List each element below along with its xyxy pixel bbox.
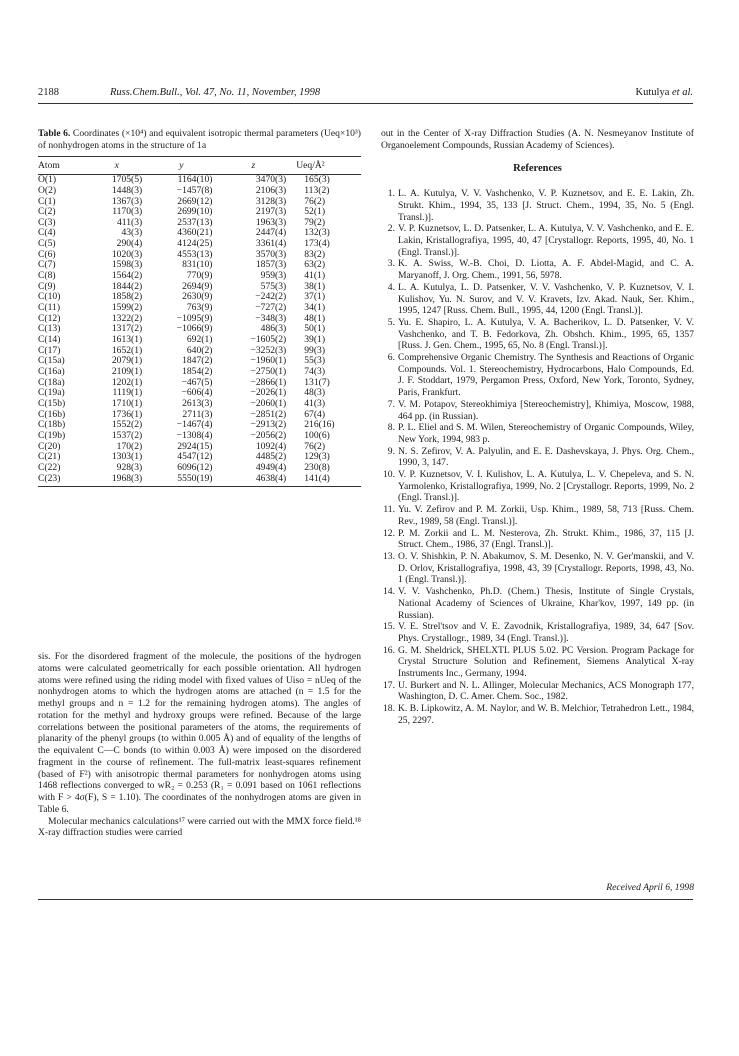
reference-text: Comprehensive Organic Chemistry. The Synthesis and Reactions of Organic Compounds. Vol. 1. Stereochemistry, Hydrocarbons, Halo Compounds, Ed. J. F. Stoddart, 1979, Pergamon Press, Oxford, New York, Toronto, Sydney, Paris, Frankfurt. [398,352,694,399]
reference-item [381,551,694,586]
cell-z: −1960(1) [250,355,287,367]
table-caption-text: Coordinates (×10⁴) and equivalent isotropic thermal parameters (Ueq×10³) of nonhydrogen atoms in the structure of 1a [38,128,361,151]
reference-number: 2. [387,223,395,235]
reference-number: 13. [383,550,395,562]
cell-z: −2913(2) [250,419,287,431]
reference-number: 17. [383,679,395,691]
table-row [38,463,361,474]
cell-ueq: 50(1) [304,323,326,335]
cell-x: 1613(1) [111,334,143,346]
cell-atom: C(12) [38,312,61,324]
cell-ueq: 79(2) [304,216,326,228]
reference-item [381,399,694,422]
cell-z: −1605(2) [250,334,287,346]
cell-y: 2711(3) [182,408,213,420]
cell-ueq: 173(4) [304,238,330,250]
cell-x: 928(3) [116,461,143,473]
reference-number: 18. [383,703,395,715]
reference-text: G. M. Sheldrick, SHELXTL PLUS 5.02. PC Version. Program Package for Crystal Structure Solution and Refinement, Siemens Analytical X-ray Instruments Inc., Germany, 1994. [398,644,694,680]
cell-ueq: 131(7) [304,376,330,388]
reference-number: 9. [387,445,395,457]
cell-ueq: 41(3) [304,397,326,409]
cell-x: 1322(2) [111,312,143,324]
col-header-z: z [216,157,290,175]
cell-z: 1857(3) [255,259,287,271]
cell-y: 4360(21) [177,227,213,239]
cell-z: −242(2) [255,291,287,303]
col-header-y: y [146,157,216,175]
reference-text: K. A. Swiss, W.-B. Choi, D. Liotta, A. F. Abdel-Magid, and C. A. Maryanoff, J. Org. Chem., 1991, 56, 5978. [398,258,694,282]
cell-y: 2699(10) [177,206,213,218]
paragraph-continuation: out in the Center of X-ray Diffraction Studies (A. N. Nesmeyanov Institute of Organoelement Compounds, Russian Academy of Sciences). [381,128,694,151]
cell-y: 2669(12) [177,195,213,207]
reference-number: 5. [387,316,395,328]
reference-item [381,422,694,445]
cell-y: 2924(15) [177,440,213,452]
cell-z: 3570(3) [255,248,287,260]
reference-text: L. A. Kutulya, L. D. Patsenker, V. V. Vashchenko, V. P. Kuznetsov, V. I. Kulishov, Yu. N. Surov, and V. V. Kravets, Izv. Akad. Nauk, Ser. Khim., 1995, 1247 [Russ. Chem. Bull., 1995, 44, 1200 (Engl. Transl.)]. [398,281,694,317]
table-row [38,186,361,197]
reference-item [381,188,694,223]
reference-text: V. P. Kuznetsov, V. I. Kulishov, L. A. Kutulya, L. V. Chepeleva, and S. N. Yarmolenko, Kristallografiya, 1999, No. 2 [Crystallogr. Reports, 1999, No. 2 (Engl. Transl.)]. [398,469,694,504]
cell-y: −1095(9) [176,312,213,324]
cell-z: −2851(2) [250,408,287,420]
cell-y: 1847(2) [182,355,213,367]
cell-y: −1308(4) [176,429,213,441]
cell-ueq: 48(3) [304,387,326,399]
reference-text: V. E. Strel'tsov and V. E. Zavodnik, Kristallografiya, 1989, 34, 647 [Sov. Phys. Crystallogr., 1989, 34 (Engl. Transl.)]. [398,621,694,644]
running-header [38,87,693,104]
reference-number: 1. [387,188,395,200]
reference-item [381,258,694,281]
page-number: 2188 [38,87,59,98]
cell-y: 692(1) [186,334,213,346]
cell-ueq: 67(4) [304,408,326,420]
cell-ueq: 39(1) [304,334,326,346]
cell-ueq: 63(2) [304,259,326,271]
cell-x: 1705(5) [111,174,143,186]
cell-z: 2106(3) [255,184,287,196]
cell-atom: C(4) [38,227,56,239]
cell-x: 1119(1) [112,387,143,399]
cell-x: 1448(3) [111,184,143,196]
reference-text: U. Burkert and N. L. Allinger, Molecular Mechanics, ACS Monograph 177, Washington, D. C. Amer. Chem. Soc., 1982. [398,679,694,703]
cell-y: 2694(9) [182,280,213,292]
reference-text: P. M. Zorkii and L. M. Nesterova, Zh. Strukt. Khim., 1986, 37, 115 [J. Struct. Chem., 1986, 37 (Engl. Transl.)]. [398,527,694,551]
cell-x: 1858(2) [111,291,143,303]
cell-x: 1599(2) [111,302,143,314]
cell-z: 3128(3) [255,195,287,207]
cell-atom: O(1) [38,174,57,186]
cell-y: −467(5) [181,376,213,388]
cell-x: 1552(2) [111,419,143,431]
cell-atom: C(3) [38,216,56,228]
reference-text: N. S. Zefirov, V. A. Palyulin, and E. E. Dashevskaya, J. Phys. Org. Chem., 1990, 3, 147. [398,445,694,469]
cell-z: −2026(1) [250,387,287,399]
reference-item [381,703,694,726]
cell-y: 2537(13) [177,216,213,228]
cell-x: 43(3) [121,227,143,239]
cell-ueq: 165(3) [304,174,330,186]
cell-y: −1066(9) [176,323,213,335]
reference-number: 15. [383,621,395,633]
cell-y: 1854(2) [182,366,213,377]
reference-number: 4. [387,281,395,293]
cell-atom: C(7) [38,259,56,271]
cell-ueq: 113(2) [304,184,330,196]
cell-x: 1652(1) [111,344,143,356]
cell-atom: C(16b) [38,408,66,420]
reference-item [381,586,694,621]
cell-ueq: 230(8) [304,461,330,473]
reference-text: V. M. Potapov, Stereokhimiya [Stereochemistry], Khimiya, Moscow, 1988, 464 pp. (in Russian). [398,398,694,422]
reference-list [381,188,694,726]
cell-x: 1968(3) [87,474,146,487]
cell-ueq: 132(3) [304,227,330,239]
cell-atom: C(16a) [38,366,65,377]
cell-y: 4553(13) [177,248,213,260]
reference-item [381,317,694,352]
col-header-x: x [87,157,146,175]
cell-ueq: 216(16) [304,419,335,431]
cell-x: 290(4) [116,238,143,250]
reference-text: K. B. Lipkowitz, A. M. Naylor, and W. B. Melchior, Tetrahedron Lett., 1984, 25, 2297. [398,703,694,726]
reference-number: 8. [387,422,395,434]
cell-z: −727(2) [255,302,287,314]
cell-atom: C(20) [38,440,61,452]
reference-number: 14. [383,586,395,598]
cell-z: 575(3) [260,280,287,292]
cell-ueq: 100(6) [304,429,330,441]
reference-text: V. P. Kuznetsov, L. D. Patsenker, L. A. Kutulya, V. V. Vashchenko, and E. E. Lakin, Kristallografiya, 1995, 40, 47 [Crystallogr. Reports, 1995, 40, No. 1 (Engl. Transl.)]. [398,223,694,258]
reference-number: 12. [383,527,395,539]
cell-ueq: 37(1) [304,291,326,303]
cell-y: 640(2) [186,344,213,356]
reference-number: 16. [383,644,395,656]
table-row [38,474,361,487]
cell-z: 3361(4) [255,238,287,250]
running-author: Kutulya et al. [635,87,693,98]
cell-ueq: 129(3) [304,451,330,463]
cell-x: 2079(1) [111,355,143,367]
reference-number: 6. [387,352,395,364]
cell-x: 1736(1) [111,408,143,420]
cell-y: 770(9) [186,270,213,282]
cell-x: 1303(1) [111,451,143,463]
cell-x: 2109(1) [111,366,143,377]
reference-text: Yu. V. Zefirov and P. M. Zorkii, Usp. Khim., 1989, 58, 713 [Russ. Chem. Rev., 1989, 58 (Engl. Transl.)]. [398,504,694,527]
cell-z: −2060(1) [250,397,287,409]
cell-ueq: 83(2) [304,248,326,260]
cell-atom: C(22) [38,461,61,473]
cell-atom: O(2) [38,184,57,196]
cell-x: 1844(2) [111,280,143,292]
references-heading: References [513,163,562,175]
cell-atom: C(23) [38,474,87,487]
cell-ueq: 74(3) [304,366,326,377]
cell-x: 1710(1) [111,397,143,409]
reference-item [381,528,694,551]
table-row [38,431,361,442]
cell-y: 4547(12) [177,451,213,463]
paragraph: Molecular mechanics calculations¹⁷ were carried out with the MMX force field.¹⁸ X-ray diffraction studies were carried [38,815,361,839]
reference-item [381,282,694,317]
journal-citation: Russ.Chem.Bull., Vol. 47, No. 11, November, 1998 [110,87,321,98]
cell-ueq: 141(4) [290,474,361,487]
cell-z: 486(3) [260,323,287,335]
cell-x: 1598(3) [111,259,143,271]
reference-item [381,645,694,680]
cell-z: 2447(4) [255,227,287,239]
methods-text [38,651,361,839]
cell-z: −348(3) [255,312,287,324]
cell-ueq: 48(1) [304,312,326,324]
footer-rule [38,899,693,900]
cell-atom: C(14) [38,334,61,346]
table-header-row [38,157,361,175]
cell-x: 1202(1) [111,376,143,388]
reference-item [381,223,694,258]
cell-x: 1317(2) [111,323,143,335]
cell-atom: C(1) [38,195,56,207]
cell-atom: C(15b) [38,397,66,409]
cell-z: 4949(4) [255,461,287,473]
cell-y: 4124(25) [177,238,213,250]
cell-ueq: 76(2) [304,440,326,452]
table-caption-label: Table 6. [38,128,71,139]
cell-y: 5550(19) [146,474,216,487]
cell-z: 4638(4) [216,474,290,487]
cell-x: 1367(3) [111,195,143,207]
cell-y: 2613(3) [182,397,213,409]
reference-item [381,352,694,399]
reference-item [381,621,694,644]
cell-z: −3252(3) [250,344,287,356]
cell-ueq: 52(1) [304,206,326,218]
cell-z: 4485(2) [255,451,287,463]
cell-atom: C(8) [38,270,56,282]
cell-y: 1164(10) [177,174,213,186]
cell-ueq: 41(1) [304,270,326,282]
cell-ueq: 55(3) [304,355,326,367]
cell-x: 170(2) [116,440,143,452]
cell-y: −606(4) [181,387,213,399]
cell-y: −1457(8) [176,184,213,196]
reference-item [381,446,694,469]
cell-atom: C(13) [38,323,61,335]
cell-atom: C(19b) [38,429,66,441]
coordinates-table [38,156,361,487]
cell-y: 6096(12) [177,461,213,473]
table-caption [38,128,361,151]
reference-item [381,504,694,527]
cell-z: 1963(3) [255,216,287,228]
reference-text: L. A. Kutulya, V. V. Vashchenko, V. P. Kuznetsov, and E. E. Lakin, Zh. Strukt. Khim., 1994, 35, 133 [J. Struct. Chem., 1994, 35, No. 5 (Engl. Transl.)]. [398,188,694,223]
cell-y: 2630(9) [182,291,213,303]
reference-number: 11. [383,504,395,516]
cell-atom: C(6) [38,248,56,260]
cell-z: 3470(3) [255,174,287,186]
cell-atom: C(17) [38,344,61,356]
cell-x: 1170(3) [112,206,143,218]
cell-atom: C(19a) [38,387,65,399]
reference-number: 7. [387,398,395,410]
cell-atom: C(15a) [38,355,65,367]
cell-atom: C(5) [38,238,56,250]
cell-z: −2750(1) [250,366,287,377]
cell-z: 2197(3) [255,206,287,218]
left-column [38,128,361,487]
col-header-atom: Atom [38,157,87,175]
paragraph: sis. For the disordered fragment of the molecule, the positions of the hydrogen atoms were calculated geometrically for each possible orientation. All hydrogen atoms were refined using the riding model with fixed values of Uiso = nUeq of the nonhydrogen atoms to which the hydrogen atoms are attached (n = 1.5 for the methyl groups and n = 1.2 for the remaining hydrogen atoms). The angles of rotation for the methyl and hydroxy groups were refined. Because of the large correlations between the positional parameters of the atoms, the requirements of planarity of the phenyl groups (to within 0.005 Å) and of equality of the lengths of the equivalent C—C bonds (to within 0.003 Å) were imposed on the disordered fragment in the course of refinement. The full-matrix least-squares refinement (based of F²) with anisotropic thermal parameters for nonhydrogen atoms using 1468 reflections converged to wR₂ = 0.253 (R₁ = 0.091 based on 1061 reflections with F > 4σ(F), S = 1.10). The coordinates of the nonhydrogen atoms are given in Table 6. [38,651,361,815]
cell-ueq: 34(1) [304,302,326,314]
table-body [38,175,361,487]
cell-atom: C(11) [38,302,61,314]
cell-z: 959(3) [260,270,287,282]
cell-y: 831(10) [182,259,213,271]
cell-ueq: 99(3) [304,344,326,356]
cell-x: 1564(2) [111,270,143,282]
cell-atom: C(2) [38,206,56,218]
reference-number: 3. [387,258,395,270]
cell-x: 1537(2) [111,429,143,441]
cell-ueq: 38(1) [304,280,326,292]
right-column [381,128,694,727]
reference-text: V. V. Vashchenko, Ph.D. (Chem.) Thesis, Institute of Single Crystals, National Academy of Sciences of Ukraine, Khar'kov, 1997, 149 pp. (in Russian). [398,586,694,621]
cell-z: −2056(2) [250,429,287,441]
received-date: Received April 6, 1998 [606,882,694,893]
reference-item [381,469,694,504]
col-header-ueq: Ueq/Å² [290,157,361,175]
reference-text: O. V. Shishkin, P. N. Abakumov, S. M. Desenko, N. V. Ger'manskii, and V. D. Orlov, Kristallografiya, 1998, 43, 39 [Crystallogr. Reports, 1998, 43, No. 1 (Engl. Transl.)]. [398,550,694,586]
cell-x: 411(3) [116,216,143,228]
cell-x: 1020(3) [111,248,143,260]
cell-atom: C(18a) [38,376,65,388]
cell-atom: C(21) [38,451,61,463]
cell-ueq: 76(2) [304,195,326,207]
cell-y: 763(9) [186,302,213,314]
cell-atom: C(10) [38,291,61,303]
cell-z: −2866(1) [250,376,287,388]
reference-number: 10. [383,469,395,481]
reference-item [381,680,694,703]
reference-text: P. L. Eliel and S. M. Wilen, Stereochemistry of Organic Compounds, Wiley, New York, 1994, 983 p. [398,422,694,445]
cell-y: −1467(4) [176,419,213,431]
cell-atom: C(18b) [38,419,66,431]
cell-z: 1092(4) [255,440,287,452]
cell-atom: C(9) [38,280,56,292]
reference-text: Yu. E. Shapiro, L. A. Kutulya, V. A. Bacherikov, L. D. Patsenker, V. V. Vashchenko, and T. B. Fedorkova, Zh. Obshch. Khim., 1995, 65, 1357 [Russ. J. Gen. Chem., 1995, 65, No. 8 (Engl. Transl.)]. [398,316,694,352]
